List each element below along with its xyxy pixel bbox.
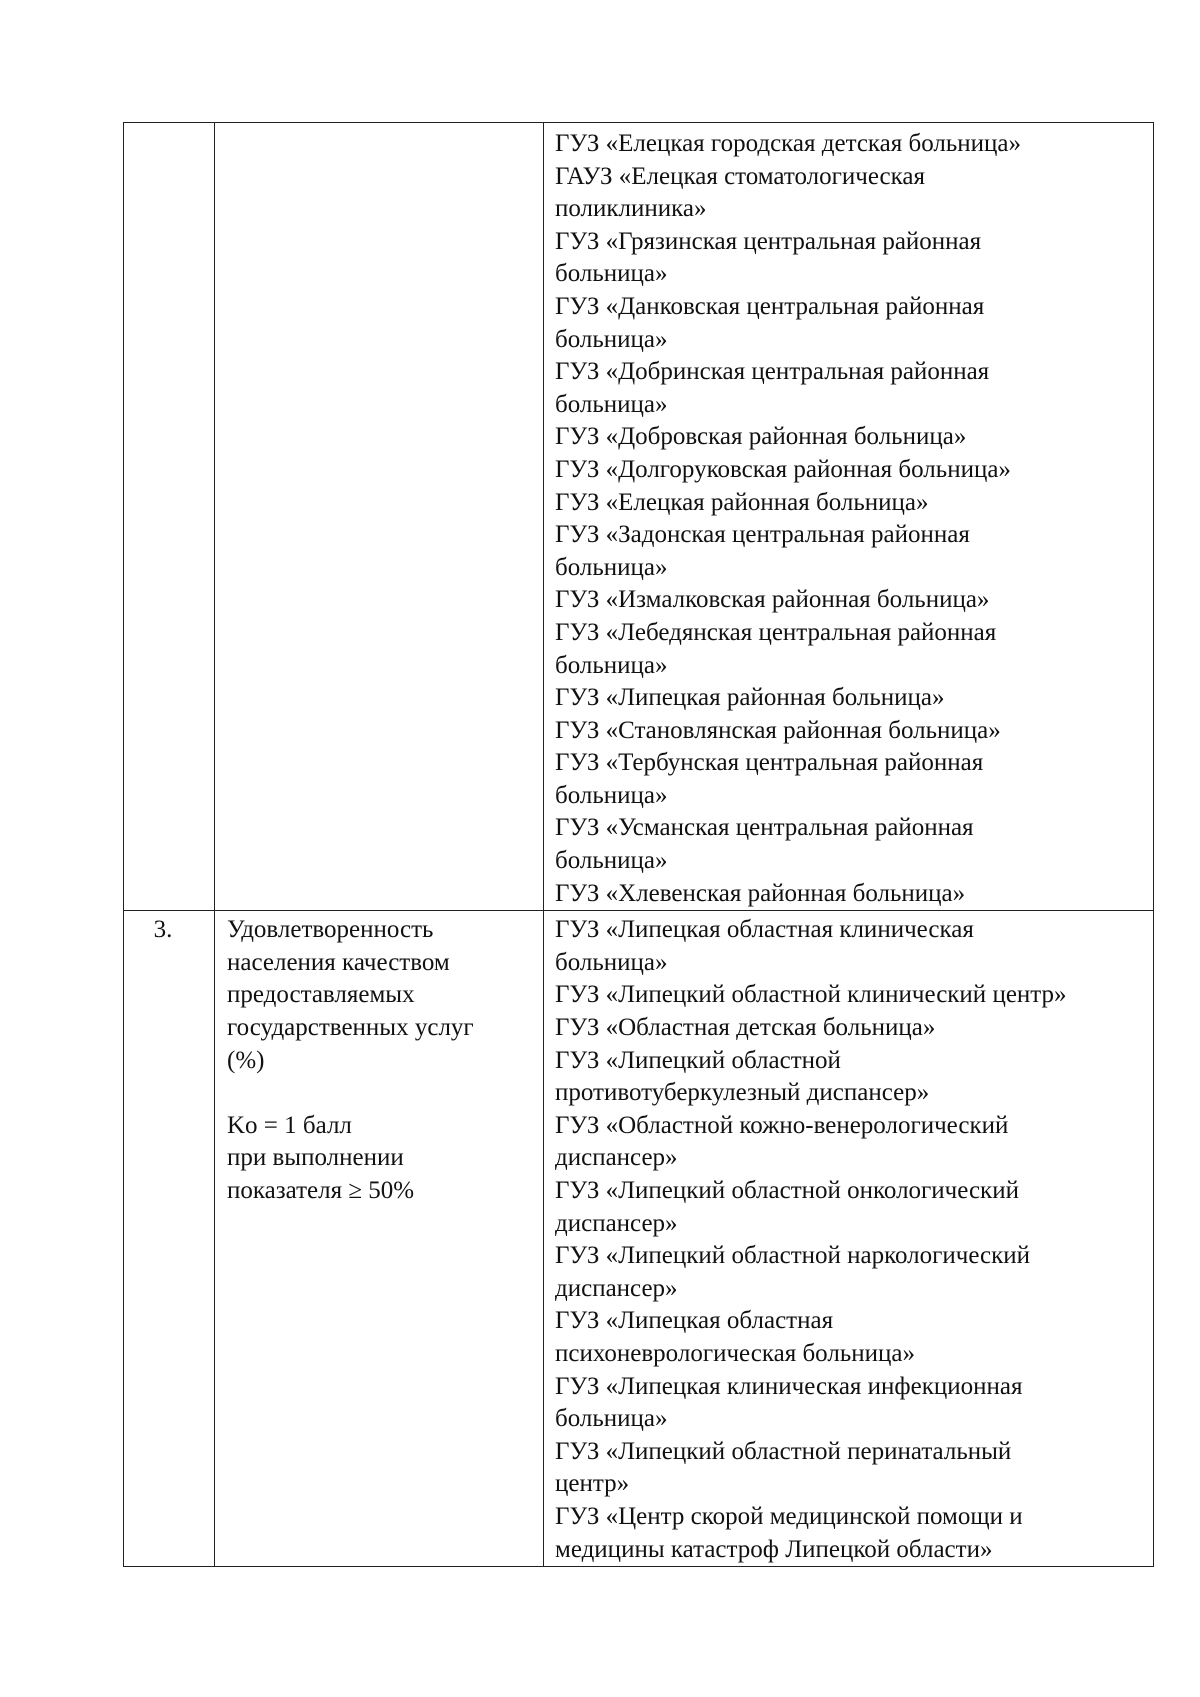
organization-line: больница» [555, 553, 668, 581]
indicator-line: населения качеством [227, 948, 450, 976]
organization-line: ГУЗ «Долгоруковская районная больница» [555, 455, 1011, 483]
organization-line: больница» [555, 390, 668, 418]
organization-line: ГУЗ «Липецкий областной онкологический [555, 1177, 1019, 1204]
organization-line: ГУЗ «Добринская центральная районная [555, 358, 990, 386]
indicator-line: Удовлетворенность [227, 916, 434, 944]
criterion-line: при выполнении [227, 1144, 404, 1172]
organization-line: больница» [555, 260, 668, 288]
organization-line: ГУЗ «Измалковская районная больница» [555, 586, 990, 614]
organization-line: ГАУЗ «Елецкая стоматологическая [555, 162, 926, 190]
organization-line: больница» [555, 847, 668, 875]
table-row [124, 123, 1154, 911]
indicator-line: государственных услуг [227, 1014, 474, 1042]
organization-line: ГУЗ «Грязинская центральная районная [555, 227, 982, 255]
indicator-cell [215, 911, 544, 1567]
indicator-line: предоставляемых [227, 981, 415, 1009]
organization-line: противотуберкулезный диспансер» [555, 1079, 930, 1107]
organization-line: ГУЗ «Липецкий областной [555, 1046, 841, 1074]
organization-line: больница» [555, 1405, 668, 1433]
organization-line: ГУЗ «Липецкий областной клинический центр» [555, 981, 1067, 1009]
indicators-table [123, 122, 1154, 1567]
organization-line: поликлиника» [555, 195, 707, 223]
row-number-cell: 3. [124, 911, 215, 1567]
organization-line: ГУЗ «Добровская районная больница» [555, 423, 967, 451]
organization-line: ГУЗ «Хлевенская районная больница» [555, 879, 966, 907]
indicator-line: (%) [227, 1046, 265, 1074]
organization-line: ГУЗ «Становлянская районная больница» [555, 716, 1001, 744]
organization-line: больница» [555, 651, 668, 679]
organization-line: диспансер» [555, 1274, 678, 1302]
criterion-line: показателя ≥ 50% [227, 1177, 415, 1204]
row-number-cell [124, 123, 215, 911]
organization-line: ГУЗ «Центр скорой медицинской помощи и [555, 1502, 1023, 1530]
organization-line: больница» [555, 781, 668, 809]
criterion-line: Ko = 1 балл [227, 1111, 352, 1139]
organization-line: ГУЗ «Лебедянская центральная районная [555, 618, 997, 646]
organization-line: ГУЗ «Елецкая районная больница» [555, 488, 929, 516]
organization-line: ГУЗ «Липецкая областная клиническая [555, 916, 974, 944]
organization-line: ГУЗ «Данковская центральная районная [555, 292, 985, 320]
spacer [227, 1077, 543, 1110]
organization-line: ГУЗ «Областная детская больница» [555, 1014, 936, 1042]
organization-line: ГУЗ «Липецкая районная больница» [555, 684, 945, 712]
indicator-cell [215, 123, 544, 911]
organization-line: ГУЗ «Тербунская центральная районная [555, 749, 984, 777]
organization-line: ГУЗ «Елецкая городская детская больница» [555, 130, 1022, 157]
organization-line: ГУЗ «Липецкая клиническая инфекционная [555, 1372, 1023, 1400]
organization-line: больница» [555, 948, 668, 976]
organizations-cell [544, 911, 1154, 1567]
organization-line: диспансер» [555, 1209, 678, 1237]
organization-line: центр» [555, 1470, 630, 1498]
organization-line: психоневрологическая больница» [555, 1339, 915, 1367]
organization-line: ГУЗ «Липецкий областной наркологический [555, 1242, 1031, 1270]
organization-line: больница» [555, 325, 668, 353]
organization-line: диспансер» [555, 1144, 678, 1172]
organization-line: ГУЗ «Липецкий областной перинатальный [555, 1437, 1012, 1465]
organization-line: ГУЗ «Липецкая областная [555, 1307, 834, 1335]
table-row [124, 911, 1154, 1567]
organization-line: медицины катастроф Липецкой области» [555, 1535, 993, 1563]
organization-line: ГУЗ «Задонская центральная районная [555, 521, 970, 549]
organizations-cell [544, 123, 1154, 911]
organization-line: ГУЗ «Усманская центральная районная [555, 814, 974, 842]
organization-line: ГУЗ «Областной кожно-венерологический [555, 1111, 1009, 1139]
